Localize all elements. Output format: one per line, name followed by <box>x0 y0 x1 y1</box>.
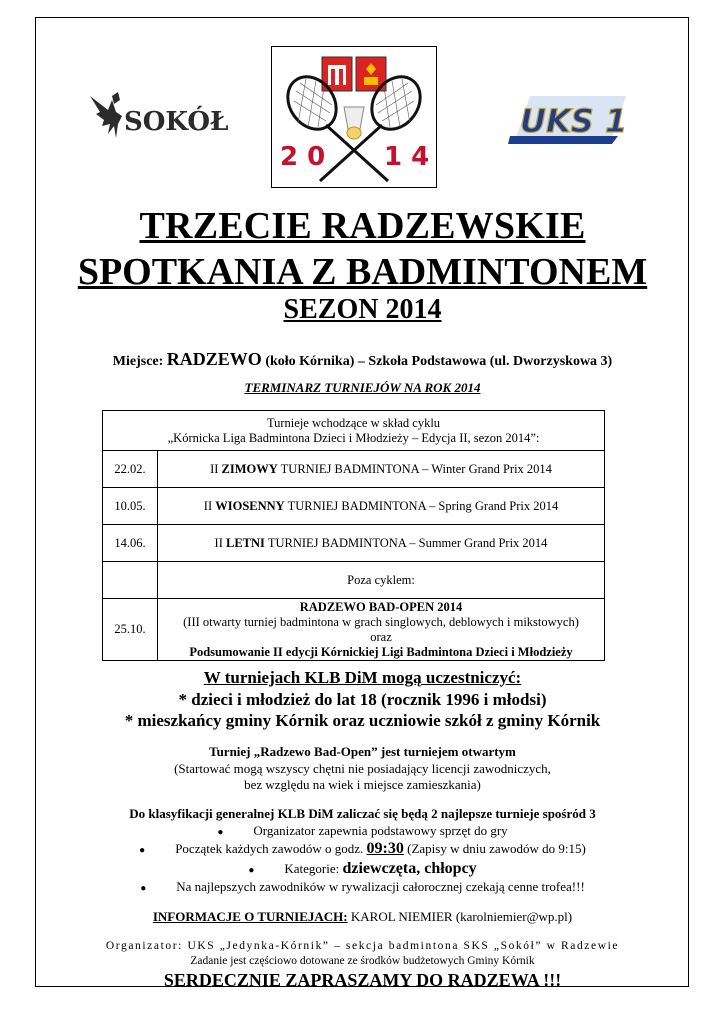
row-rest: TURNIEJ BADMINTONA – Spring Grand Prix 2014 <box>287 498 559 513</box>
uks-logo <box>508 92 630 148</box>
location-label: Miejsce: <box>112 354 164 369</box>
row-desc <box>158 599 605 661</box>
table-row <box>103 599 605 661</box>
cycle-header-line-2: „Kórnicka Liga Badmintona Dzieci i Młodzieży – Edycja II, sezon 2014”: <box>167 430 540 445</box>
location-line <box>0 349 725 370</box>
row-desc <box>158 451 605 488</box>
participants-item-1: * dzieci i młodzież do lat 18 (rocznik 1996 i młodsi) <box>178 690 547 709</box>
open-line-1: Turniej „Radzewo Bad-Open” jest turniejem otwartym <box>209 744 516 759</box>
bullet-icon: ● <box>248 864 255 876</box>
final-summary: Podsumowanie II edycji Kórnickiej Ligi Badmintona Dzieci i Młodzieży <box>189 644 573 659</box>
location-town: RADZEWO <box>166 349 262 369</box>
title-line-1: TRZECIE RADZEWSKIE <box>139 205 586 247</box>
final-title: RADZEWO BAD-OPEN 2014 <box>299 599 463 614</box>
row-rest: TURNIEJ BADMINTONA – Summer Grand Prix 2014 <box>267 535 548 550</box>
schedule-table <box>102 410 605 661</box>
bullet-text: Organizator zapewnia podstawowy sprzęt do gry <box>253 823 508 838</box>
svg-text:1 4: 1 4 <box>384 142 430 172</box>
organizer-line: Organizator: UKS „Jedynka-Kórnik” – sekcja badmintona SKS „Sokół” w Radzewie <box>105 940 620 952</box>
table-row <box>103 562 605 599</box>
open-line-2: (Startować mogą wszyscy chętni nie posiadający licencji zawodniczych, <box>174 761 551 776</box>
open-line-3: bez względu na wiek i miejsce zamieszkania) <box>244 777 481 792</box>
table-header-cell <box>103 411 605 451</box>
row-season-name: LETNI <box>226 535 265 550</box>
bullet-text: Kategorie: <box>284 861 340 876</box>
sokol-logo <box>86 86 229 146</box>
categories-value: dziewczęta, chłopcy <box>342 860 477 877</box>
info-label: INFORMACJE O TURNIEJACH: <box>152 909 348 924</box>
schedule-heading: TERMINARZ TURNIEJÓW NA ROK 2014 <box>244 380 481 395</box>
row-prefix: II <box>214 535 223 550</box>
row-season-name: WIOSENNY <box>215 498 285 513</box>
tournament-emblem <box>271 46 437 188</box>
registration-note: (Zapisy w dniu zawodów do 9:15) <box>407 841 586 856</box>
row-rest: TURNIEJ BADMINTONA – Winter Grand Prix 2014 <box>280 461 552 476</box>
bullet-equipment <box>0 823 725 839</box>
row-date-empty <box>103 562 158 599</box>
location-detail: (koło Kórnika) – Szkoła Podstawowa (ul. Dworzyskowa 3) <box>265 354 613 369</box>
row-prefix: II <box>203 498 213 513</box>
table-header-row <box>103 411 605 451</box>
funding-line: Zadanie jest częściowo dotowane ze środków budżetowych Gminy Kórnik <box>190 955 535 967</box>
bullet-icon: ● <box>217 826 224 838</box>
bullet-start-time <box>0 840 725 858</box>
row-date: 14.06. <box>103 525 158 562</box>
row-date: 22.02. <box>103 451 158 488</box>
bullet-trophies <box>0 879 725 895</box>
table-row <box>103 525 605 562</box>
participants-item-2: * mieszkańcy gminy Kórnik oraz uczniowie szkół z gminy Kórnik <box>124 711 601 730</box>
svg-text:UKS 1: UKS 1 <box>520 102 628 140</box>
bullet-text: Na najlepszych zawodników w rywalizacji całorocznej czekają cenne trofea!!! <box>176 879 585 894</box>
start-time: 09:30 <box>366 840 404 857</box>
season-title: SEZON 2014 <box>283 294 442 325</box>
title-line-2: SPOTKANIA Z BADMINTONEM <box>77 251 648 293</box>
row-date: 25.10. <box>103 599 158 661</box>
participants-heading <box>0 668 725 688</box>
row-desc <box>158 525 605 562</box>
bullet-text: Początek każdych zawodów o godz. <box>175 841 364 856</box>
info-line <box>0 909 725 925</box>
classification-note: Do klasyfikacji generalnej KLB DiM zaliczać się będą 2 najlepsze turnieje spośród 3 <box>129 806 596 821</box>
row-season-name: ZIMOWY <box>221 461 278 476</box>
outside-cycle-label: Poza cyklem: <box>158 562 605 599</box>
row-prefix: II <box>210 461 219 476</box>
bullet-icon: ● <box>139 844 146 856</box>
table-row <box>103 488 605 525</box>
cycle-header-line-1: Turnieje wchodzące w skład cyklu <box>266 415 441 430</box>
row-date: 10.05. <box>103 488 158 525</box>
info-contact: KAROL NIEMIER (karolniemier@wp.pl) <box>350 909 573 924</box>
bullet-icon: ● <box>140 882 147 894</box>
final-and: oraz <box>370 629 392 644</box>
final-desc: (III otwarty turniej badmintona w grach singlowych, deblowych i mikstowych) <box>183 614 579 629</box>
row-desc <box>158 488 605 525</box>
table-row <box>103 451 605 488</box>
svg-text:2 0: 2 0 <box>280 142 326 172</box>
bullet-categories <box>0 860 725 878</box>
participants-heading-text: W turniejach KLB DiM mogą uczestniczyć: <box>203 668 522 687</box>
svg-text:SOKÓŁ: SOKÓŁ <box>124 107 229 137</box>
invitation-line: SERDECZNIE ZAPRASZAMY DO RADZEWA !!! <box>163 970 562 990</box>
